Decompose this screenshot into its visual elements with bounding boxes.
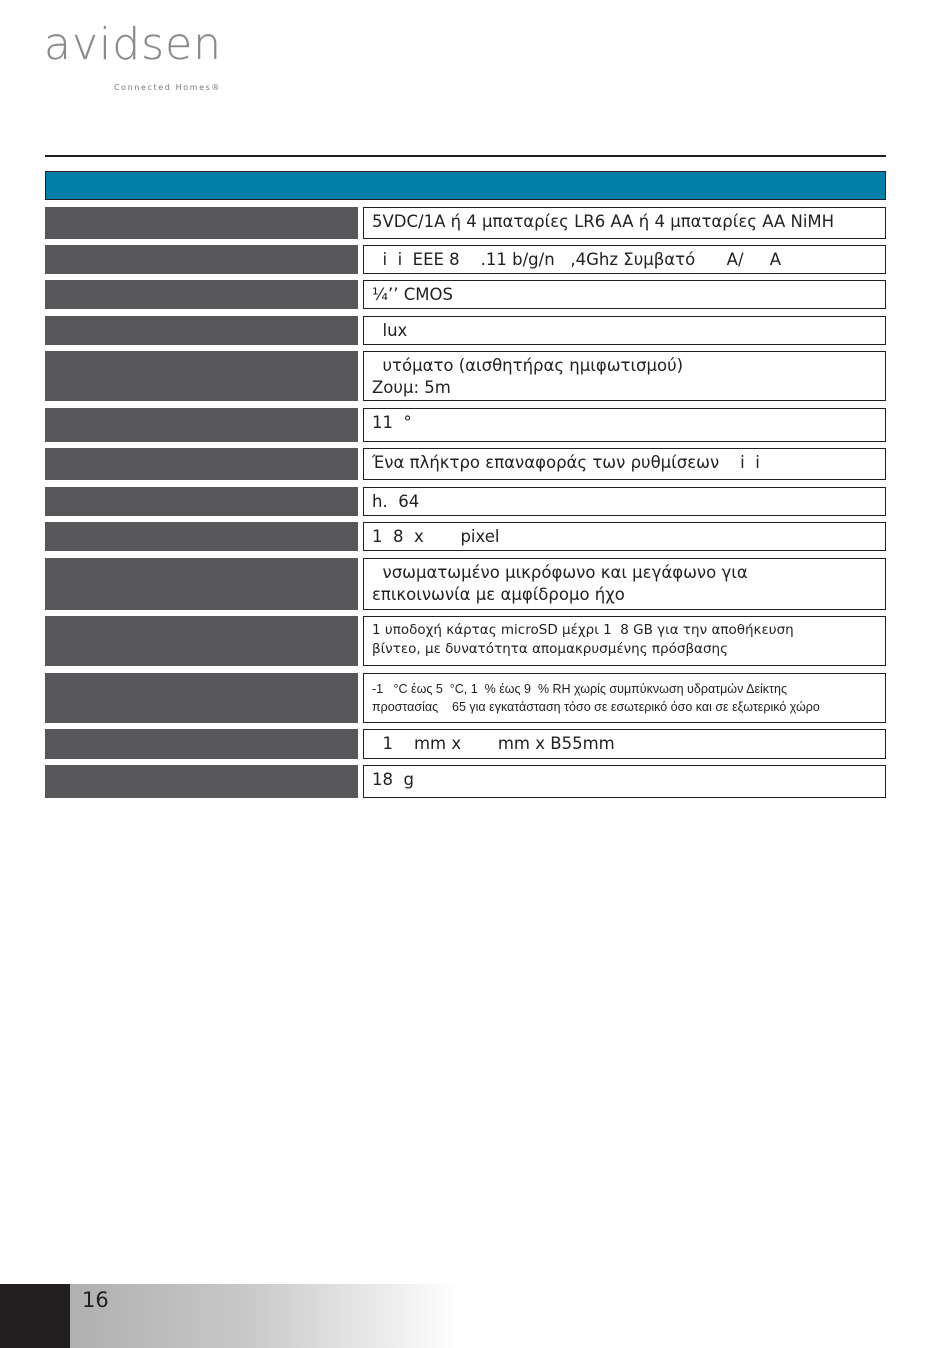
spec-row-viewing-angle: [45, 408, 886, 442]
header-rule: [45, 155, 886, 157]
spec-label: [45, 765, 358, 798]
spec-row-wifi: [45, 245, 886, 274]
spec-row-resolution: [45, 522, 886, 551]
spec-value: νσωματωμένο μικρόφωνο και μεγάφωνο για επικοινωνία με αμφίδρομο ήχο: [363, 558, 886, 610]
spec-label: [45, 487, 358, 516]
spec-label: [45, 673, 358, 723]
spec-value: i i EEE 8 .11 b/g/n ,4Ghz Συμβατό A/ A: [363, 245, 886, 274]
spec-value: lux: [363, 316, 886, 345]
footer-dark-block: [0, 1284, 70, 1348]
spec-value: 5VDC/1A ή 4 μπαταρίες LR6 AA ή 4 μπαταρίες AA NiMH: [363, 207, 886, 239]
spec-row-compression: [45, 487, 886, 516]
spec-label: [45, 616, 358, 666]
spec-value: υτόματο (αισθητήρας ημιφωτισμού) Ζουμ: 5m: [363, 351, 886, 401]
spec-label: [45, 558, 358, 610]
spec-row-reset: [45, 448, 886, 480]
spec-row-sensor: [45, 280, 886, 309]
spec-label: [45, 522, 358, 551]
logo-tagline: Connected Homes®: [114, 83, 222, 92]
spec-row-illumination: [45, 316, 886, 345]
spec-value: 1 8 x pixel: [363, 522, 886, 551]
spec-value: 1 mm x mm x B55mm: [363, 729, 886, 759]
section-header-band: [45, 171, 886, 200]
page-number: 16: [82, 1288, 109, 1312]
spec-value: 18 g: [363, 765, 886, 798]
spec-label: [45, 280, 358, 309]
spec-row-weight: [45, 765, 886, 798]
spec-row-night-vision: [45, 351, 886, 401]
spec-label: [45, 245, 358, 274]
spec-value: 11 °: [363, 408, 886, 442]
spec-value: -1 °C έως 5 °C, 1 % έως 9 % RH χωρίς συμπύκνωση υδρατμών Δείκτης προστασίας 65 για εγκατάσταση τόσο σε εσωτερικό όσο και σε εξωτερικό χώρο: [363, 673, 886, 723]
spec-label: [45, 448, 358, 480]
logo-wordmark: avidsen: [44, 19, 223, 70]
spec-row-audio: [45, 558, 886, 610]
spec-value: 1 υποδοχή κάρτας microSD μέχρι 1 8 GB για την αποθήκευση βίντεο, με δυνατότητα απομακρυσμένης πρόσβασης: [363, 616, 886, 666]
spec-row-storage: [45, 616, 886, 666]
spec-value: ¼’’ CMOS: [363, 280, 886, 309]
spec-value: Ένα πλήκτρο επαναφοράς των ρυθμίσεων i i: [363, 448, 886, 480]
spec-label: [45, 207, 358, 239]
spec-label: [45, 351, 358, 401]
spec-row-power: [45, 207, 886, 239]
spec-label: [45, 408, 358, 442]
spec-label: [45, 316, 358, 345]
spec-row-operating-conditions: [45, 673, 886, 723]
avidsen-logo: [44, 19, 234, 92]
spec-row-dimensions: [45, 729, 886, 759]
footer-gradient-bar: [70, 1284, 460, 1348]
spec-value: h. 64: [363, 487, 886, 516]
spec-label: [45, 729, 358, 759]
